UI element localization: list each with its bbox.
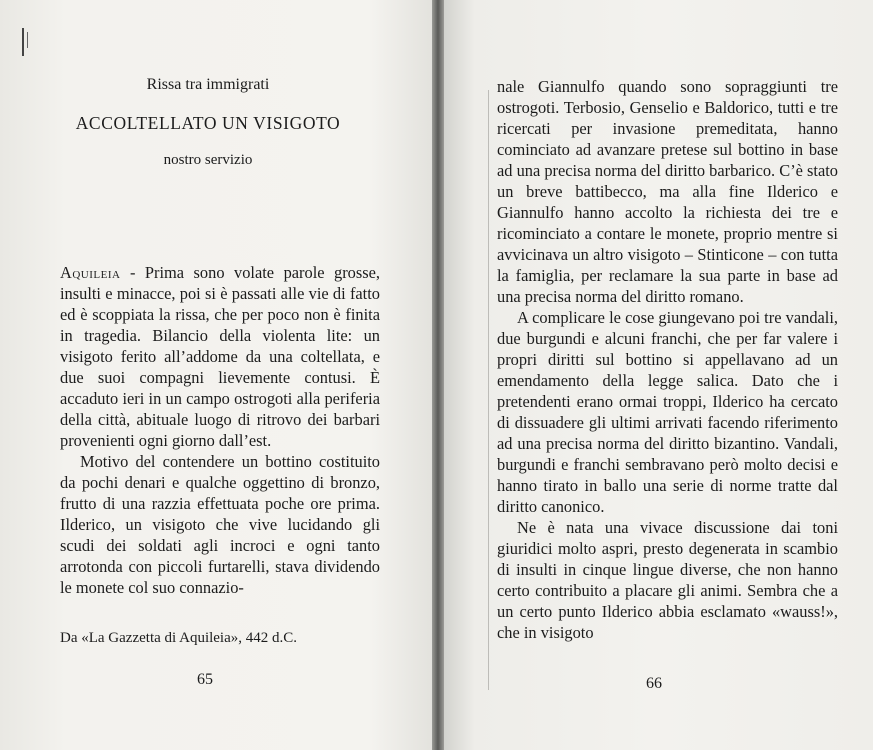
body-paragraph-1	[60, 262, 380, 451]
margin-rule	[488, 90, 489, 690]
body-paragraph-4: A complicare le cose giungevano poi tre vandali, due burgundi e alcuni franchi, che per far valere i propri diritti sul bottino si appellavano ad un emendamento della legge salica. Dato che i pretendenti erano ormai troppi, Ilderico ha cercato di dissuadere gli ultimi arrivati facendo riferimento ad una precisa norma del diritto bizantino. Vandali, burgundi e franchi sembravano però molto decisi e hanno tirato in ballo una serie di norme tratte dal diritto canonico.	[497, 308, 838, 516]
body-paragraph-2: Motivo del contendere un bottino costituito da pochi denari e qualche oggettino di bronzo, frutto di una razzia effettuata poche ore prima. Ilderico, un visigoto che vive lucidando gli scudi dei soldati agli incroci e ogni tanto arrotonda con piccoli furtarelli, stava dividendo le monete col suo connazio-	[60, 452, 380, 597]
body-paragraph-5: Ne è nata una vivace discussione dai toni giuridici molto aspri, presto degenerata in scambio di insulti in cinque lingue diverse, che non hanno certo contribuito a placare gli animi. Sembra che a un certo punto Ilderico abbia esclamato «wauss!», che in visigoto	[497, 518, 838, 642]
page-number-right: 66	[646, 675, 662, 692]
left-page	[0, 0, 436, 750]
article-byline: nostro servizio	[163, 152, 253, 168]
body-paragraph-3: nale Giannulfo quando sono sopraggiunti tre ostrogoti. Terbosio, Genselio e Baldorico, tutti e tre ricercati per invasione premeditata, hanno cominciato ad avanzare pretese sul bottino in base ad una precisa norma del diritto barbarico. C’è stato un breve battibecco, ma alla fine Ilderico e Giannulfo hanno accolto la richiesta dei tre e ricominciato a contare le monete, proprio mentre si avvicinava un altro visigoto – Stinticone – con tutta la famiglia, per reclamare la sua parte in base ad una precisa norma del diritto romano.	[497, 77, 838, 306]
right-body-text	[497, 76, 838, 643]
source-citation: Da «La Gazzetta di Aquileia», 442 d.C.	[60, 630, 298, 646]
page-number-left: 65	[197, 671, 213, 688]
article-headline: ACCOLTELLATO UN VISIGOTO	[75, 113, 341, 133]
page-edge-mark	[22, 28, 24, 56]
right-page	[440, 0, 873, 750]
page-edge-mark-secondary	[27, 32, 28, 48]
paragraph-1-text: - Prima sono volate parole grosse, insulti e minacce, poi si è passati alle vie di fatto ed è scoppiata la rissa, che per poco non è finita in tragedia. Bilancio della violenta lite: un visigoto ferito all’addome da una coltellata, e due suoi compagni lievemente contusi. È accaduto ieri in un campo ostrogoti alla periferia della città, abituale luogo di ritrovo dei barbari provenienti ogni giorno dall’est.	[60, 263, 380, 450]
article-kicker: Rissa tra immigrati	[146, 76, 270, 93]
book-gutter	[432, 0, 444, 750]
dateline: Aquileia	[60, 263, 121, 282]
left-body-text	[60, 262, 380, 598]
